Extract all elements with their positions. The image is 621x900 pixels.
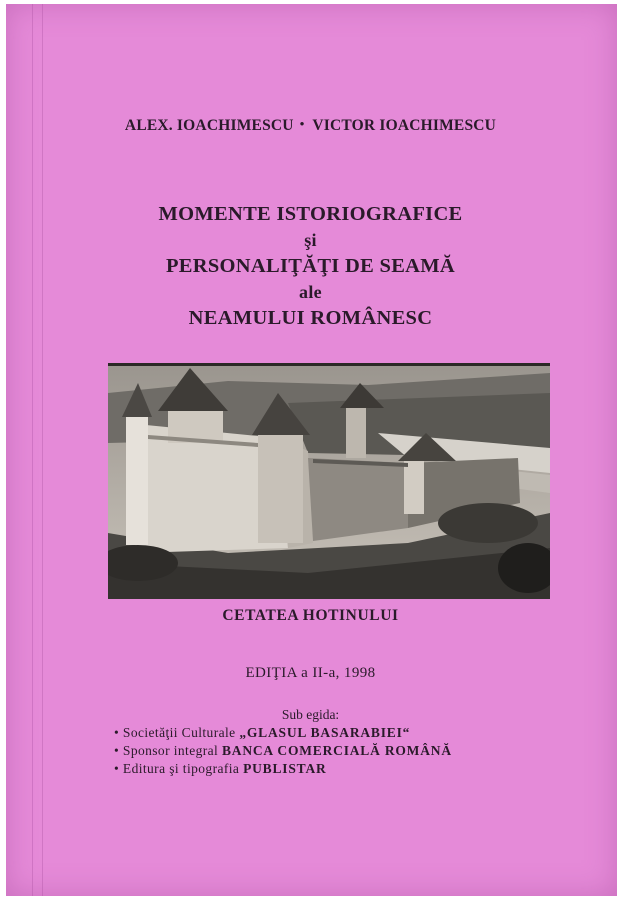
sponsor-name: „GLASUL BASARABIEI“: [239, 725, 411, 740]
title-line-5: NEAMULUI ROMÂNESC: [188, 307, 433, 329]
bullet: •: [114, 761, 120, 776]
spine-fold: [42, 4, 43, 896]
sponsor-prefix: Societăţii Culturale: [122, 725, 236, 740]
fortress-illustration: [108, 363, 550, 599]
sponsor-name: BANCA COMERCIALĂ ROMÂNĂ: [221, 743, 452, 758]
edition-line: EDIŢIA a II-a, 1998: [245, 665, 376, 681]
bullet: •: [114, 725, 120, 740]
sponsor-prefix: Sponsor integral: [122, 743, 219, 758]
photo-caption: CETATEA HOTINULUI: [222, 607, 399, 624]
sponsor-item: [114, 724, 452, 742]
sponsor-item: [114, 760, 452, 778]
spine-fold: [32, 4, 33, 896]
author-1: ALEX. IOACHIMESCU: [124, 117, 294, 134]
author-separator: •: [299, 116, 305, 131]
sponsor-name: PUBLISTAR: [243, 761, 327, 776]
title-line-1: MOMENTE ISTORIOGRAFICE: [158, 203, 463, 225]
title-line-3: PERSONALIŢĂŢI DE SEAMĂ: [165, 255, 456, 277]
sponsor-item: [114, 742, 452, 760]
authors-line: [0, 116, 621, 135]
fortress-photo: [108, 363, 550, 599]
book-title: [0, 200, 621, 333]
sponsor-prefix: Editura şi tipografia: [122, 761, 240, 776]
title-line-2: şi: [304, 230, 317, 250]
author-2: VICTOR IOACHIMESCU: [312, 117, 497, 134]
bullet: •: [114, 743, 120, 758]
title-line-4: ale: [299, 282, 322, 302]
egida-heading: Sub egida:: [281, 707, 340, 722]
sponsor-list: [114, 724, 452, 778]
